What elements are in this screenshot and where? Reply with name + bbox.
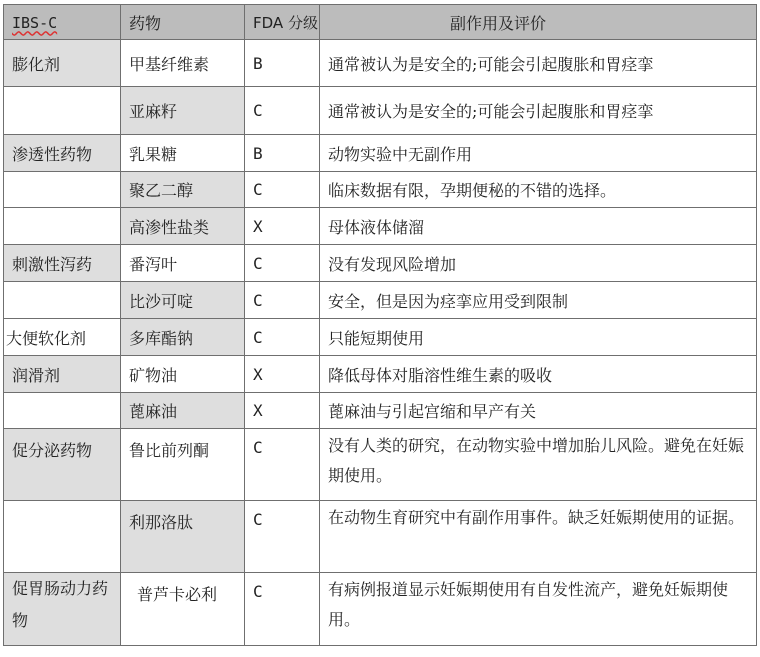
table-row [4,172,757,208]
note-cell: 降低母体对脂溶性维生素的吸收 [320,356,757,393]
table-row [4,356,757,393]
category-cell [4,208,121,245]
drug-cell: 亚麻籽 [121,87,245,135]
drug-cell: 矿物油 [121,356,245,393]
drug-cell: 乳果糖 [121,135,245,172]
drug-cell: 利那洛肽 [121,501,245,573]
category-cell: 大便软化剂 [4,319,121,356]
table-row [4,319,757,356]
fda-cell: C [245,172,320,208]
fda-cell: C [245,501,320,573]
fda-cell: C [245,429,320,501]
note-cell: 母体液体储溜 [320,208,757,245]
drug-cell: 聚乙二醇 [121,172,245,208]
header-fda-class: FDA 分级 [245,5,320,40]
header-ibs-c: IBS-C [4,5,121,40]
header-side-effects: 副作用及评价 [320,5,757,40]
category-cell: 润滑剂 [4,356,121,393]
table-row [4,393,757,429]
category-cell: 促胃肠动力药物 [4,573,121,646]
note-cell: 没有人类的研究，在动物实验中增加胎儿风险。避免在妊娠期使用。 [320,429,757,501]
fda-cell: C [245,282,320,319]
table-row [4,573,757,646]
fda-cell: B [245,135,320,172]
table-row [4,282,757,319]
fda-cell: C [245,319,320,356]
category-cell: 膨化剂 [4,40,121,87]
note-cell: 动物实验中无副作用 [320,135,757,172]
fda-cell: X [245,208,320,245]
category-cell [4,282,121,319]
drug-cell: 普芦卡必利 [121,573,245,646]
table-header-row [4,5,757,40]
drug-cell: 鲁比前列酮 [121,429,245,501]
note-cell: 只能短期使用 [320,319,757,356]
fda-cell: X [245,393,320,429]
drug-table [3,4,757,646]
fda-cell: C [245,573,320,646]
table-row [4,501,757,573]
note-cell: 安全，但是因为痉挛应用受到限制 [320,282,757,319]
fda-cell: C [245,87,320,135]
category-cell [4,393,121,429]
category-cell: 促分泌药物 [4,429,121,501]
category-cell: 渗透性药物 [4,135,121,172]
table-row [4,245,757,282]
category-cell [4,172,121,208]
note-cell: 通常被认为是安全的;可能会引起腹胀和胃痉挛 [320,40,757,87]
table-row [4,87,757,135]
table-row [4,429,757,501]
fda-cell: C [245,245,320,282]
drug-cell: 多库酯钠 [121,319,245,356]
note-cell: 临床数据有限，孕期便秘的不错的选择。 [320,172,757,208]
table-row [4,208,757,245]
drug-cell: 蓖麻油 [121,393,245,429]
drug-cell: 高渗性盐类 [121,208,245,245]
drug-cell: 番泻叶 [121,245,245,282]
fda-cell: X [245,356,320,393]
category-cell: 刺激性泻药 [4,245,121,282]
note-cell: 通常被认为是安全的;可能会引起腹胀和胃痉挛 [320,87,757,135]
category-cell [4,501,121,573]
note-cell: 没有发现风险增加 [320,245,757,282]
drug-cell: 甲基纤维素 [121,40,245,87]
note-cell: 在动物生育研究中有副作用事件。缺乏妊娠期使用的证据。 [320,501,757,573]
category-cell [4,87,121,135]
note-cell: 蓖麻油与引起宫缩和早产有关 [320,393,757,429]
note-cell: 有病例报道显示妊娠期使用有自发性流产，避免妊娠期使用。 [320,573,757,646]
table-row [4,40,757,87]
drug-cell: 比沙可啶 [121,282,245,319]
header-drug: 药物 [121,5,245,40]
table-row [4,135,757,172]
fda-cell: B [245,40,320,87]
